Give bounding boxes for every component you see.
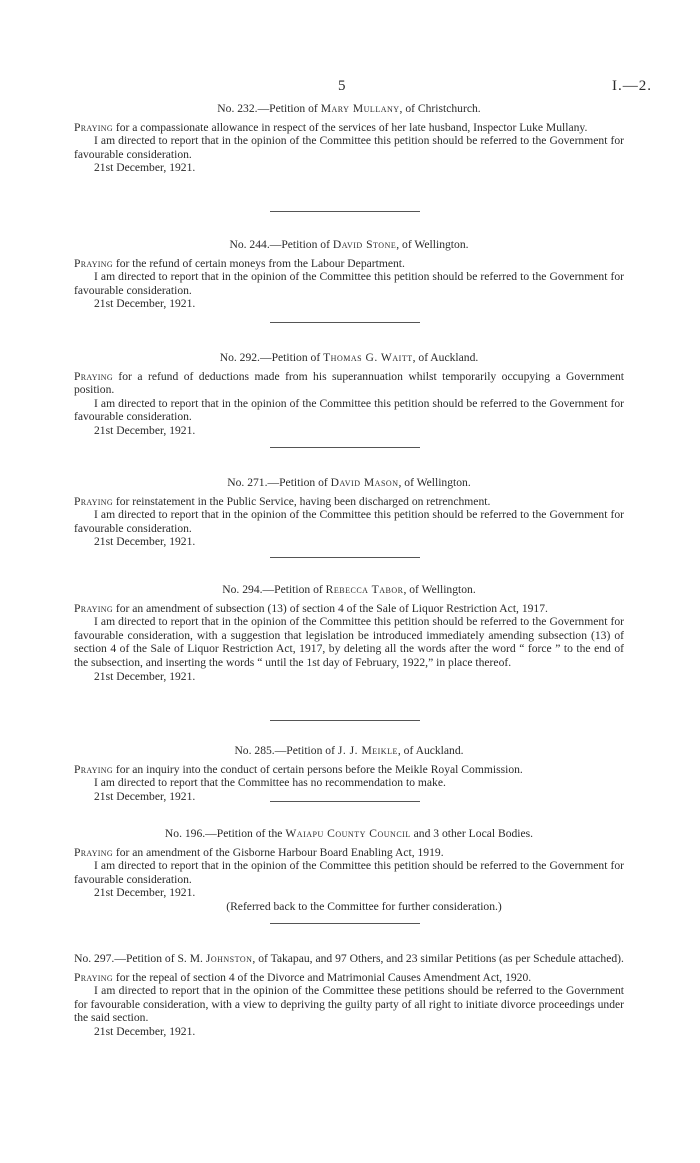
committee-report: I am directed to report that in the opinion of the Committee this petition should be referred to the Government for favourable consideration. — [74, 396, 624, 424]
petition-285 — [74, 744, 624, 803]
petition-294 — [74, 583, 624, 683]
petition-title: No. 271.—Petition of David Mason, of Wellington. — [227, 476, 471, 489]
committee-report: I am directed to report that in the opinion of the Committee this petition should be referred to the Government for favourable consideration, with a suggestion that legislation be introduced immediately amending subsection (13) of section 4 of the Sale of Liquor Restriction Act, 1917, by deleting all the words after the word “ force ” to the end of the subsection, and inserting the words “ until the 1st day of February, 1922,” in place thereof. — [74, 615, 624, 669]
divider — [270, 801, 420, 802]
petition-prayer: Praying for the repeal of section 4 of the Divorce and Matrimonial Causes Amendment Act, 1920. — [74, 970, 532, 984]
petition-prayer: Praying for the refund of certain moneys from the Labour Department. — [74, 256, 405, 270]
report-date: 21st December, 1921. — [94, 669, 196, 683]
referral-note: (Referred back to the Committee for further consideration.) — [226, 899, 502, 913]
petitioner-name: J. J. Meikle — [337, 744, 398, 757]
page-number: 5 — [338, 78, 346, 94]
petition-271 — [74, 476, 624, 549]
committee-report: I am directed to report that in the opinion of the Committee this petition should be referred to the Government for favourable consideration. — [74, 134, 624, 161]
divider — [270, 211, 420, 212]
petitioner-name: Johnston — [205, 952, 253, 965]
petition-297 — [74, 952, 624, 1039]
petition-prayer: Praying for a compassionate allowance in respect of the services of her late husband, Inspector Luke Mullany. — [74, 120, 588, 134]
petition-title: No. 196.—Petition of the Waiapu County Council and 3 other Local Bodies. — [164, 827, 534, 840]
document-reference: I.—2. — [612, 78, 652, 94]
committee-report: I am directed to report that in the opinion of the Committee this petition should be referred to the Government for favourable consideration. — [74, 270, 624, 297]
petition-prayer: Praying for a refund of deductions made from his superannuation whilst temporarily occupying a Government position. — [74, 369, 624, 397]
report-date: 21st December, 1921. — [94, 161, 196, 175]
divider — [270, 720, 420, 721]
petition-prayer: Praying for an inquiry into the conduct of certain persons before the Meikle Royal Commission. — [74, 762, 523, 776]
petitioner-name: David Stone — [332, 238, 397, 251]
petition-prayer: Praying for an amendment of subsection (13) of section 4 of the Sale of Liquor Restriction Act, 1917. — [74, 601, 548, 615]
petitioner-name: Thomas G. Waitt — [323, 351, 413, 364]
committee-report: I am directed to report that in the opinion of the Committee this petition should be referred to the Government for favourable consideration. — [74, 508, 624, 535]
report-date: 21st December, 1921. — [94, 789, 196, 803]
petition-232 — [74, 102, 624, 175]
divider — [270, 322, 420, 323]
petition-244 — [74, 238, 624, 311]
petition-title: No. 292.—Petition of Thomas G. Waitt, of Auckland. — [219, 351, 479, 364]
petitioner-name: Mary Mullany — [320, 102, 400, 115]
divider — [270, 557, 420, 558]
petitioner-name: Rebecca Tabor — [325, 583, 404, 596]
report-date: 21st December, 1921. — [94, 297, 196, 311]
report-date: 21st December, 1921. — [94, 535, 196, 549]
petition-prayer: Praying for reinstatement in the Public Service, having been discharged on retrenchment. — [74, 494, 491, 508]
petition-title: No. 297.—Petition of S. M. Johnston, of Takapau, and 97 Others, and 23 similar Petitions (as per Schedule attached). — [74, 952, 624, 965]
petition-title: No. 232.—Petition of Mary Mullany, of Christchurch. — [217, 102, 481, 115]
committee-report: I am directed to report that in the opinion of the Committee these petitions should be referred to the Government for favourable consideration, with a view to depriving the guilty party of all right to initiate divorce proceedings under the said section. — [74, 984, 624, 1025]
petitioner-name: David Mason — [330, 476, 399, 489]
petition-title: No. 285.—Petition of J. J. Meikle, of Auckland. — [234, 744, 464, 757]
report-date: 21st December, 1921. — [94, 423, 196, 437]
petition-prayer: Praying for an amendment of the Gisborne Harbour Board Enabling Act, 1919. — [74, 845, 444, 859]
petition-title: No. 294.—Petition of Rebecca Tabor, of Wellington. — [222, 583, 476, 596]
petition-title: No. 244.—Petition of David Stone, of Wellington. — [229, 238, 469, 251]
committee-report: I am directed to report that in the opinion of the Committee this petition should be referred to the Government for favourable consideration. — [74, 859, 624, 886]
petition-292 — [74, 351, 624, 438]
petition-196 — [74, 827, 624, 914]
report-date: 21st December, 1921. — [94, 886, 196, 900]
divider — [270, 447, 420, 448]
petitioner-name: Waiapu County Council — [285, 827, 411, 840]
report-date: 21st December, 1921. — [94, 1024, 196, 1038]
committee-report: I am directed to report that the Committee has no recommendation to make. — [94, 776, 446, 790]
divider — [270, 923, 420, 924]
